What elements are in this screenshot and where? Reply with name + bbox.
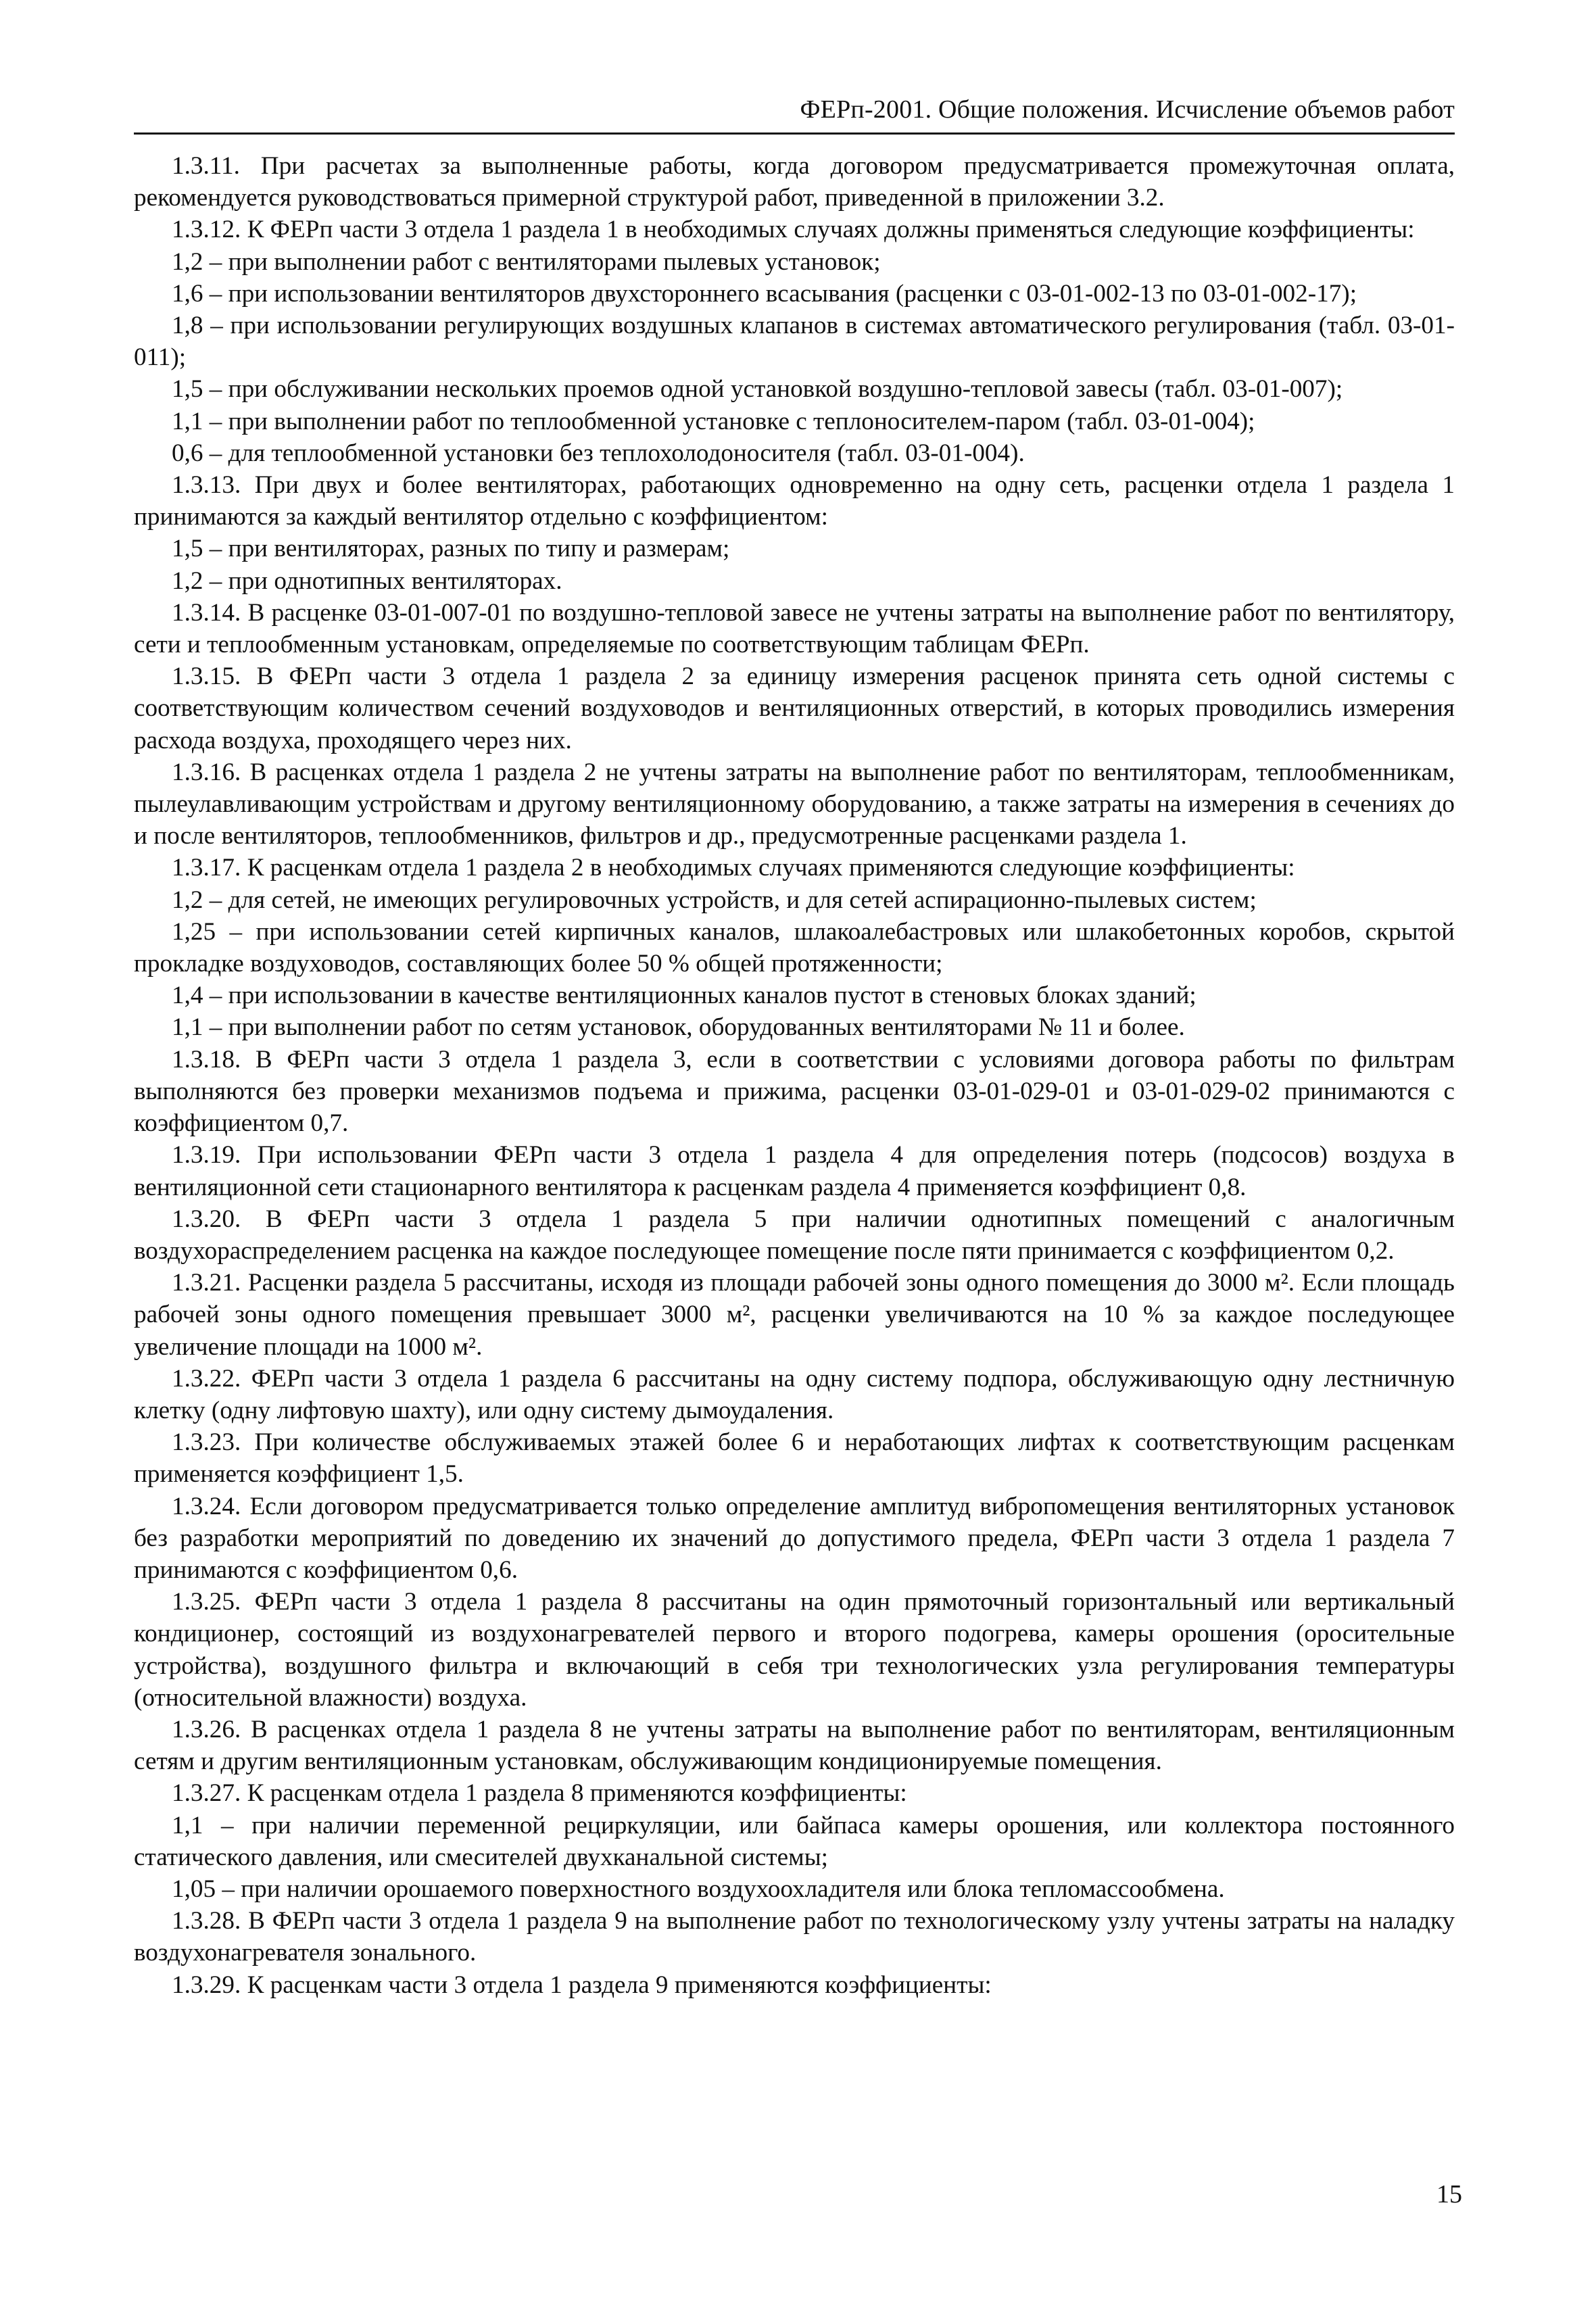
coefficient-item: 1,5 – при обслуживании нескольких проемов одной установкой воздушно-тепловой завесы (табл. 03-01-007); [172, 375, 1343, 404]
paragraph-1-3-19: 1.3.19. При использовании ФЕРп части 3 отдела 1 раздела 4 для определения потерь (подсосов) воздуха в вентиляционной сети стационарного вентилятора к расценкам раздела 4 применяется коэффициент 0,8. [134, 1141, 1455, 1201]
paragraph-1-3-15: 1.3.15. В ФЕРп части 3 отдела 1 раздела 2 за единицу измерения расценок принята сеть одной системы с соответствующим количеством сечений воздуховодов и вентиляционных отверстий, в которых проводились измерения расхода воздуха, проходящего через них. [134, 662, 1455, 754]
paragraph-1-3-17: 1.3.17. К расценкам отдела 1 раздела 2 в необходимых случаях применяются следующие коэффициенты: [172, 854, 1295, 882]
coefficient-item: 1,4 – при использовании в качестве вентиляционных каналов пустот в стеновых блоках зданий; [172, 982, 1196, 1010]
coefficient-item: 1,2 – при выполнении работ с вентиляторами пылевых установок; [172, 247, 881, 276]
coefficient-item: 1,1 – при выполнении работ по теплообменной установке с теплоносителем-паром (табл. 03-01-004); [172, 407, 1255, 435]
paragraph-1-3-22: 1.3.22. ФЕРп части 3 отдела 1 раздела 6 рассчитаны на одну систему подпора, обслуживающую одну лестничную клетку (одну лифтовую шахту), или одну систему дымоудаления. [134, 1364, 1455, 1424]
coefficient-item: 1,2 – при однотипных вентиляторах. [172, 566, 562, 595]
paragraph-1-3-16: 1.3.16. В расценках отдела 1 раздела 2 не учтены затраты на выполнение работ по вентиляторам, теплообменникам, пылеулавливающим устройствам и другому вентиляционному оборудованию, а также затраты на измерения в сечениях до и после вентиляторов, теплообменников, фильтров и др., предусмотренные расценками раздела 1. [134, 758, 1455, 850]
coefficient-item: 0,6 – для теплообменной установки без теплохолодоносителя (табл. 03-01-004). [172, 439, 1025, 467]
paragraph-1-3-29: 1.3.29. К расценкам части 3 отдела 1 раздела 9 применяются коэффициенты: [172, 1971, 992, 1999]
paragraph-1-3-20: 1.3.20. В ФЕРп части 3 отдела 1 раздела 5 при наличии однотипных помещений с аналогичным воздухораспределением расценка на каждое последующее помещение после пяти принимается с коэффициентом 0,2. [134, 1205, 1455, 1265]
paragraph-1-3-12: 1.3.12. К ФЕРп части 3 отдела 1 раздела 1 в необходимых случаях должны применяться следующие коэффициенты: [172, 216, 1415, 244]
paragraph-1-3-18: 1.3.18. В ФЕРп части 3 отдела 1 раздела 3, если в соответствии с условиями договора работы по фильтрам выполняются без проверки механизмов подъема и прижима, расценки 03-01-029-01 и 03-01-029-02 принимаются с коэффициентом 0,7. [134, 1045, 1455, 1138]
paragraph-1-3-26: 1.3.26. В расценках отдела 1 раздела 8 не учтены затраты на выполнение работ по вентиляторам, вентиляционным сетям и другим вентиляционным установкам, обслуживающим кондиционируемые помещения. [134, 1715, 1455, 1776]
body-text [134, 150, 1455, 2001]
page-number: 15 [1436, 2180, 1462, 2209]
paragraph-1-3-23: 1.3.23. При количестве обслуживаемых этажей более 6 и неработающих лифтах к соответствующим расценкам применяется коэффициент 1,5. [134, 1428, 1455, 1489]
coefficient-item: 1,05 – при наличии орошаемого поверхностного воздухоохладителя или блока тепломассообмена. [172, 1875, 1225, 1903]
coefficient-item: 1,6 – при использовании вентиляторов двухстороннего всасывания (расценки с 03-01-002-13 по 03-01-002-17); [172, 279, 1357, 308]
header-rule [134, 132, 1455, 135]
paragraph-1-3-11: 1.3.11. При расчетах за выполненные работы, когда договором предусматривается промежуточная оплата, рекомендуется руководствоваться примерной структурой работ, приведенной в приложении 3.2. [134, 152, 1455, 212]
paragraph-1-3-25: 1.3.25. ФЕРп части 3 отдела 1 раздела 8 рассчитаны на один прямоточный горизонтальный или вертикальный кондиционер, состоящий из воздухонагревателей первого и второго подогрева, камеры орошения (оросительные устройства), воздушного фильтра и включающий в себя три технологических узла регулирования температуры (относительной влажности) воздуха. [134, 1588, 1455, 1712]
paragraph-1-3-13: 1.3.13. При двух и более вентиляторах, работающих одновременно на одну сеть, расценки отдела 1 раздела 1 принимаются за каждый вентилятор отдельно с коэффициентом: [134, 471, 1455, 531]
running-header: ФЕРп-2001. Общие положения. Исчисление объемов работ [800, 95, 1455, 124]
coefficient-item: 1,1 – при выполнении работ по сетям установок, оборудованных вентиляторами № 11 и более. [172, 1013, 1185, 1042]
coefficient-item: 1,2 – для сетей, не имеющих регулировочных устройств, и для сетей аспирационно-пылевых систем; [172, 886, 1257, 914]
paragraph-1-3-27: 1.3.27. К расценкам отдела 1 раздела 8 применяются коэффициенты: [172, 1779, 907, 1808]
coefficient-item: 1,8 – при использовании регулирующих воздушных клапанов в системах автоматического регулирования (табл. 03-01-011); [134, 312, 1455, 372]
coefficient-item: 1,5 – при вентиляторах, разных по типу и размерам; [172, 535, 730, 563]
coefficient-item: 1,1 – при наличии переменной рециркуляции, или байпаса камеры орошения, или коллектора постоянного статического давления, или смесителей двухканальной системы; [134, 1811, 1455, 1871]
paragraph-1-3-21: 1.3.21. Расценки раздела 5 рассчитаны, исходя из площади рабочей зоны одного помещения до 3000 м². Если площадь рабочей зоны одного помещения превышает 3000 м², расценки увеличиваются на 10 % за каждое последующее увеличение площади на 1000 м². [134, 1269, 1455, 1361]
paragraph-1-3-28: 1.3.28. В ФЕРп части 3 отдела 1 раздела 9 на выполнение работ по технологическому узлу учтены затраты на наладку воздухонагревателя зонального. [134, 1907, 1455, 1967]
paragraph-1-3-24: 1.3.24. Если договором предусматривается только определение амплитуд вибропомещения вентиляторных установок без разработки мероприятий по доведению их значений до допустимого предела, ФЕРп части 3 отдела 1 раздела 7 принимаются с коэффициентом 0,6. [134, 1492, 1455, 1584]
coefficient-item: 1,25 – при использовании сетей кирпичных каналов, шлакоалебастровых или шлакобетонных коробов, скрытой прокладке воздуховодов, составляющих более 50 % общей протяженности; [134, 917, 1455, 978]
paragraph-1-3-14: 1.3.14. В расценке 03-01-007-01 по воздушно-тепловой завесе не учтены затраты на выполнение работ по вентилятору, сети и теплообменным установкам, определяемые по соответствующим таблицам ФЕРп. [134, 598, 1455, 659]
